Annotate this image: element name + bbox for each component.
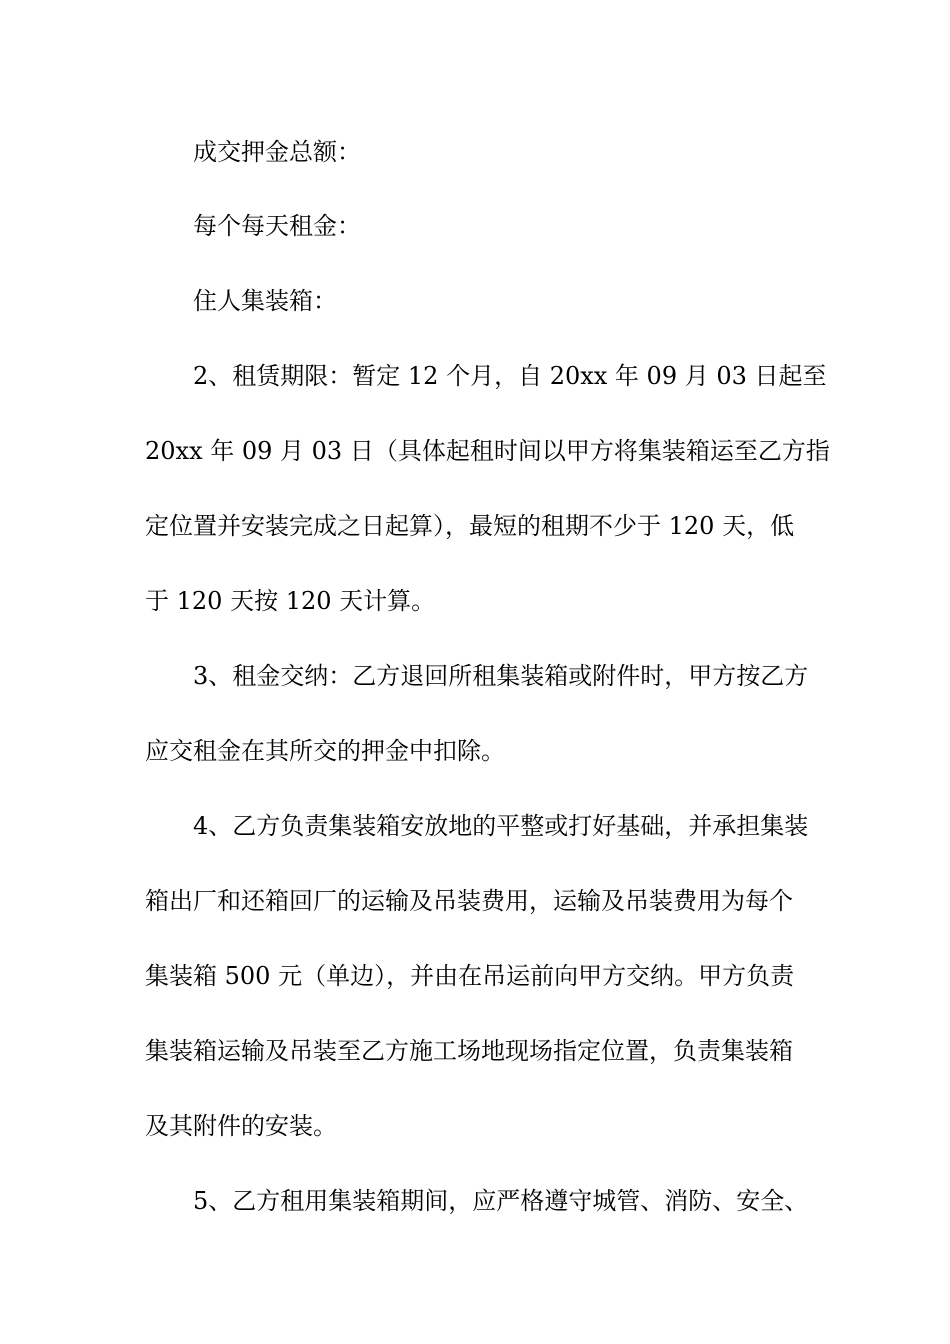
deposit-total-line: 成交押金总额： xyxy=(193,138,361,166)
clause-2-line-3: 定位置并安装完成之日起算），最短的租期不少于 120 天，低 xyxy=(145,512,795,540)
clause-4-line-2: 箱出厂和还箱回厂的运输及吊装费用，运输及吊装费用为每个 xyxy=(145,887,793,915)
clause-4-line-3: 集装箱 500 元（单边），并由在吊运前向甲方交纳。甲方负责 xyxy=(145,962,795,990)
clause-3-line-1: 3、租金交纳：乙方退回所租集装箱或附件时，甲方按乙方 xyxy=(193,662,809,690)
daily-rent-line: 每个每天租金： xyxy=(193,212,361,240)
clause-3-line-2: 应交租金在其所交的押金中扣除。 xyxy=(145,737,505,765)
clause-2-line-4: 于 120 天按 120 天计算。 xyxy=(145,587,436,615)
clause-4-line-1: 4、乙方负责集装箱安放地的平整或打好基础，并承担集装 xyxy=(193,812,809,840)
clause-4-line-4: 集装箱运输及吊装至乙方施工场地现场指定位置，负责集装箱 xyxy=(145,1037,793,1065)
clause-4-line-5: 及其附件的安装。 xyxy=(145,1112,337,1140)
container-line: 住人集装箱： xyxy=(193,287,337,315)
clause-2-line-1: 2、租赁期限：暂定 12 个月，自 20xx 年 09 月 03 日起至 xyxy=(193,362,827,390)
clause-5-line-1: 5、乙方租用集装箱期间，应严格遵守城管、消防、安全、 xyxy=(193,1187,809,1215)
clause-2-line-2: 20xx 年 09 月 03 日（具体起租时间以甲方将集装箱运至乙方指 xyxy=(145,437,830,465)
